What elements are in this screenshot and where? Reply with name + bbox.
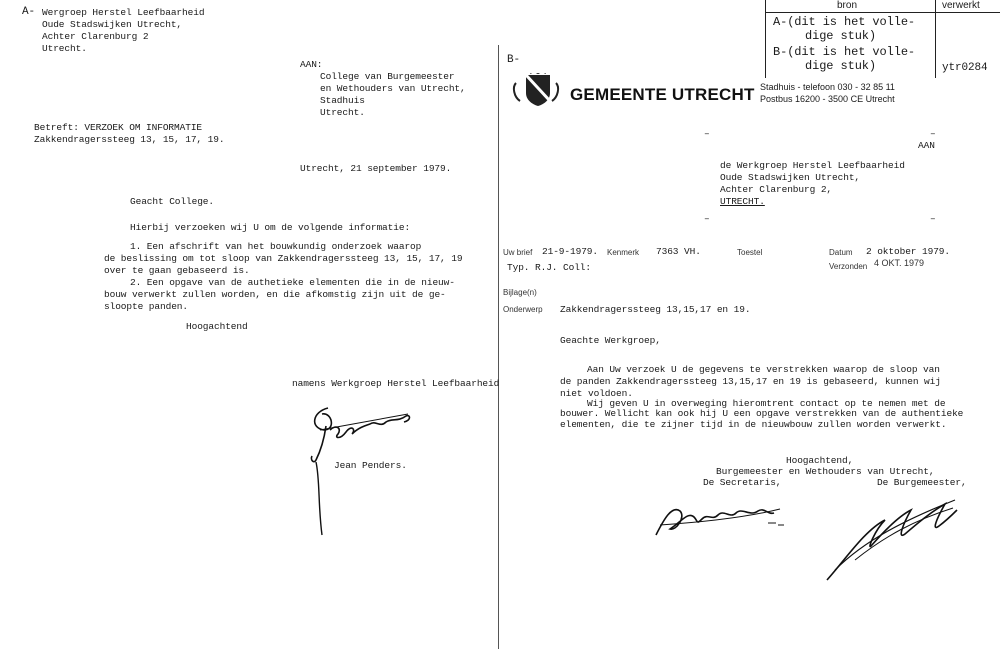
secretaris-signature: [650, 495, 800, 545]
table-b-line1: B-(dit is het volle-: [773, 45, 916, 59]
kenmerk-label: Kenmerk: [607, 248, 640, 257]
letter-a-sender-3: Achter Clarenburg 2: [42, 31, 149, 42]
typist-line: Typ. R.J. Coll:: [507, 262, 592, 273]
municipality-name: GEMEENTE UTRECHT: [570, 85, 755, 104]
letter-b-body-2: de panden Zakkendragerssteeg 13,15,17 en 19 is gebaseerd, kunnen wij: [560, 376, 941, 387]
contact-line-1: Stadhuis - telefoon 030 - 32 85 11: [760, 82, 895, 92]
letter-b-body-6: elementen, die te zijner tijd in de nieuwbouw zullen worden verwerkt.: [560, 419, 947, 430]
letter-a-closing: Hoogachtend: [186, 321, 248, 332]
datum-value: 2 oktober 1979.: [866, 246, 951, 257]
table-header-verwerkt: verwerkt: [942, 0, 980, 11]
letter-a-marker: A-: [22, 6, 36, 18]
letter-a-addressee-4: Utrecht.: [320, 107, 365, 118]
letter-b-body-4: Wij geven U in overweging hieromtrent contact op te nemen met de: [587, 398, 946, 409]
table-reference: ytr0284: [942, 62, 988, 74]
coat-of-arms-icon: [510, 73, 562, 107]
table-a-line2: dige stuk): [805, 29, 877, 43]
letter-a-addressee-2: en Wethouders van Utrecht,: [320, 83, 466, 94]
uw-brief-value: 21-9-1979.: [542, 246, 599, 257]
letter-a-on-behalf: namens Werkgroep Herstel Leefbaarheid: [292, 378, 500, 389]
letter-b-body-1: Aan Uw verzoek U de gegevens te verstrekken waarop de sloop van: [587, 364, 940, 375]
letter-a-point2-1: 2. Een opgave van de authetieke elementen die in de nieuw-: [130, 277, 455, 288]
verzonden-label: Verzonden: [829, 262, 868, 271]
verzonden-stamp: 4 OKT. 1979: [874, 258, 925, 268]
letter-b-salutation: Geachte Werkgroep,: [560, 335, 661, 346]
letter-a-addressee-1: College van Burgemeester: [320, 71, 455, 82]
toestel-label: Toestel: [737, 248, 763, 257]
letter-b-addressee-4: UTRECHT.: [720, 196, 765, 207]
table-header-bron: bron: [837, 0, 858, 11]
uw-brief-label: Uw brief: [503, 248, 533, 257]
letter-a-salutation: Geacht College.: [130, 196, 215, 207]
letter-b-addressee-2: Oude Stadswijken Utrecht,: [720, 172, 861, 183]
datum-label: Datum: [829, 248, 853, 257]
letter-a-date: Utrecht, 21 september 1979.: [300, 163, 452, 174]
letter-b-burgemeester: De Burgemeester,: [877, 477, 967, 488]
table-a-line1: A-(dit is het volle-: [773, 15, 916, 29]
letter-a-point2-2: bouw verwerkt zullen worden, en die afkomstig zijn uit de ge-: [104, 289, 446, 300]
letter-a-aan-label: AAN:: [300, 59, 323, 70]
letter-b-aan-label: AAN: [918, 140, 935, 151]
letter-a-addressee-3: Stadhuis: [320, 95, 365, 106]
letter-a-sender-1: Wergroep Herstel Leefbaarheid: [42, 7, 205, 18]
letter-a-point1-2: de beslissing om tot sloop van Zakkendragerssteeg 13, 15, 17, 19: [104, 253, 463, 264]
letter-b-addressee-1: de Werkgroep Herstel Leefbaarheid: [720, 160, 905, 171]
letter-a-betreft-1: Betreft: VERZOEK OM INFORMATIE: [34, 122, 203, 133]
letter-b-marker: B-: [507, 54, 521, 66]
table-b-line2: dige stuk): [805, 59, 877, 73]
onderwerp-value: Zakkendragerssteeg 13,15,17 en 19.: [560, 304, 751, 315]
letter-a-signer: Jean Penders.: [334, 460, 407, 471]
letter-b-secretaris: De Secretaris,: [703, 477, 782, 488]
letter-a-intro: Hierbij verzoeken wij U om de volgende informatie:: [130, 222, 411, 233]
burgemeester-signature: [815, 480, 965, 590]
kenmerk-value: 7363 VH.: [656, 246, 701, 257]
letter-a-point1-1: 1. Een afschrift van het bouwkundig onderzoek waarop: [130, 241, 422, 252]
contact-line-2: Postbus 16200 - 3500 CE Utrecht: [760, 94, 895, 104]
letter-a-betreft-2: Zakkendragerssteeg 13, 15, 17, 19.: [34, 134, 225, 145]
letter-a-sender-2: Oude Stadswijken Utrecht,: [42, 19, 183, 30]
source-table: [765, 0, 1000, 78]
letter-b-closing: Hoogachtend,: [786, 455, 854, 466]
page-divider: [498, 45, 499, 649]
bijlage-label: Bijlage(n): [503, 288, 537, 297]
letter-b-body-5: bouwer. Wellicht kan ook hij U een opgave verstrekken van de authentieke: [560, 408, 964, 419]
onderwerp-label: Onderwerp: [503, 305, 543, 314]
letter-a-point1-3: over te gaan gebaseerd is.: [104, 265, 250, 276]
letter-a-point2-3: sloopte panden.: [104, 301, 189, 312]
letter-b-body-3: niet voldoen.: [560, 388, 633, 399]
letter-b-addressee-3: Achter Clarenburg 2,: [720, 184, 833, 195]
letter-a-sender-4: Utrecht.: [42, 43, 87, 54]
letter-b-closing-2: Burgemeester en Wethouders van Utrecht,: [716, 466, 935, 477]
